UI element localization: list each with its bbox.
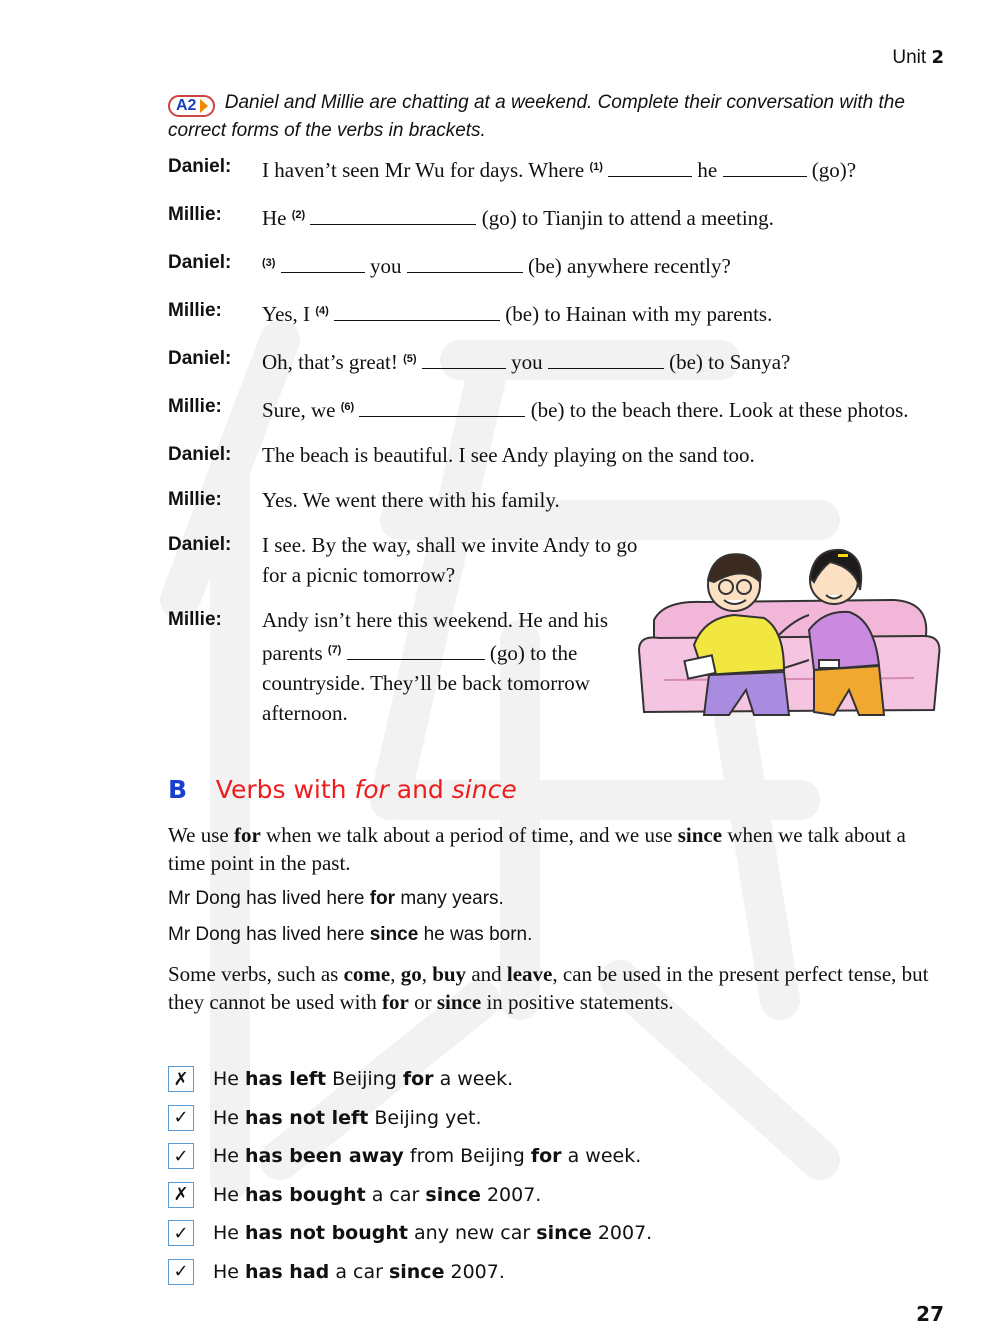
example-text [213,1184,541,1206]
blank-number: (6) [340,401,355,413]
answer-blank-7[interactable] [347,641,485,660]
keyword-since: since [369,924,419,945]
speech [262,296,772,329]
title-since: since [451,775,517,804]
unit-label: Unit [892,47,927,68]
play-arrow-icon [200,99,208,113]
blank-number: (5) [403,353,417,365]
text: He [213,1183,239,1206]
blank-number: (4) [315,305,329,317]
text: 2007. [486,1183,542,1206]
keyword-go: go [400,962,422,986]
blank-number: (2) [291,209,306,221]
text: Mr Dong has lived here [168,924,365,945]
example-text [213,1261,505,1283]
explanation-paragraph-2 [168,960,948,1016]
speech [262,605,622,728]
text: 2007. [597,1222,653,1245]
exercise-badge [168,95,215,117]
cross-mark-icon: ✗ [168,1182,194,1208]
check-mark-icon: ✓ [168,1220,194,1246]
speaker: Daniel: [168,534,232,555]
blank-number: (7) [327,644,342,656]
badge-label: A2 [176,97,197,114]
text: from Beijing [409,1145,525,1168]
text: 2007. [450,1260,505,1283]
section-letter: B [168,775,188,804]
text: and [471,962,502,986]
text: he was born. [423,924,533,945]
speaker: Daniel: [168,156,232,177]
speech-text: Oh, that’s great! [262,350,398,374]
speech [262,200,774,233]
check-mark-icon: ✓ [168,1143,194,1169]
text: He [213,1145,239,1168]
keyword-for: for [382,990,409,1014]
title-text: and [396,775,444,804]
title-for: for [354,775,389,804]
answer-blank-5a[interactable] [422,350,506,369]
blank-number: (1) [589,161,603,173]
keyword: since [536,1222,592,1245]
sofa [639,600,939,712]
text: He [213,1260,239,1283]
text: Some verbs, such as [168,962,339,986]
check-mark-icon: ✓ [168,1259,194,1285]
keyword-buy: buy [432,962,467,986]
section-b-heading [168,775,517,804]
speech-text: I haven’t seen Mr Wu for days. Where [262,158,585,182]
instructions-text: Daniel and Millie are chatting at a weekend. Complete their conversation with the correct forms of the verbs in brackets. [168,92,905,141]
speech-text: (go) to Tianjin to attend a meeting. [481,206,774,230]
answer-blank-1b[interactable] [723,158,807,177]
text: , can be used in the present perfect tense, but they cannot be used with [168,962,929,1014]
dialogue-line [168,200,958,233]
speech-text: Sure, we [262,398,336,422]
text: a car [335,1260,383,1283]
unit-number: 2 [931,47,944,68]
text: a week. [567,1145,642,1168]
blank-number: (3) [262,257,276,269]
example-sentence-for [168,885,948,913]
keyword-for: for [233,823,261,847]
explanation-paragraph-1 [168,821,948,877]
speech [262,152,856,185]
speaker: Daniel: [168,348,232,369]
keyword: for [402,1068,434,1091]
dialogue-line [168,485,958,515]
speech-text: you [511,350,543,374]
speech-text: Andy isn’t here this weekend. He and his parents [262,608,609,665]
speech-text: you [369,254,402,278]
text: , [421,962,427,986]
text: Beijing [332,1068,397,1091]
speech [262,392,909,425]
text: a car [371,1183,420,1206]
speech-text: (be) to Sanya? [669,350,791,374]
example-row [168,1253,652,1292]
speech-text: (go) to the countryside. They’ll be back tomorrow afternoon. [262,641,590,725]
example-text [213,1145,641,1167]
dialogue-line [168,248,958,281]
example-text [213,1068,513,1090]
speech [262,344,790,377]
example-row [168,1099,652,1138]
verb-phrase: has bought [245,1183,366,1206]
example-text [213,1222,652,1244]
speaker: Millie: [168,396,222,417]
text: any new car [414,1222,531,1245]
dialogue-line [168,392,958,425]
keyword-since: since [677,823,723,847]
keyword: for [530,1145,562,1168]
text: or [414,990,432,1014]
dialogue-line [168,344,958,377]
example-row [168,1176,652,1215]
answer-blank-4[interactable] [334,302,500,321]
dialogue-line [168,296,958,329]
speaker: Millie: [168,204,222,225]
answer-blank-2[interactable] [310,206,476,225]
text: Mr Dong has lived here [168,888,365,909]
example-sentence-since [168,921,948,949]
speaker: Millie: [168,609,222,630]
speech-text: Yes. We went there with his family. [262,488,560,512]
text: when we talk about a period of time, and we use [266,823,673,847]
text: Beijing yet. [374,1106,482,1129]
speech-text: (be) to Hainan with my parents. [505,302,773,326]
verb-phrase: has had [245,1260,330,1283]
answer-blank-5b[interactable] [548,350,664,369]
speech [262,530,652,590]
title-text: Verbs with [215,775,347,804]
answer-blank-3a[interactable] [281,254,365,273]
text: , [390,962,396,986]
keyword: since [425,1183,481,1206]
verb-phrase: has not bought [245,1222,408,1245]
section-title [216,775,517,804]
text: many years. [400,888,504,909]
answer-blank-3b[interactable] [407,254,523,273]
example-row [168,1137,652,1176]
text: when we talk about a time point in the past. [168,823,906,875]
page-number: 27 [916,1302,944,1326]
verb-phrase: has left [245,1068,327,1091]
keyword-leave: leave [506,962,553,986]
speech [262,485,560,515]
example-list [168,1060,652,1291]
text: a week. [439,1068,514,1091]
keyword-since: since [436,990,482,1014]
verb-phrase: has been away [245,1145,404,1168]
sofa-conversation-illustration [634,540,944,720]
cross-mark-icon: ✗ [168,1066,194,1092]
unit-header [892,47,944,69]
keyword-come: come [343,962,391,986]
speech-text: I see. By the way, shall we invite Andy to go for a picnic tomorrow? [262,533,638,587]
text: We use [168,823,229,847]
text: He [213,1106,239,1129]
speaker: Millie: [168,300,222,321]
text: He [213,1068,239,1091]
verb-phrase: has not left [245,1106,369,1129]
text: He [213,1222,239,1245]
speech-text: Yes, I [262,302,311,326]
check-mark-icon: ✓ [168,1105,194,1131]
keyword-for: for [369,888,396,909]
speaker: Daniel: [168,252,232,273]
speaker: Millie: [168,489,222,510]
speech-text: (go)? [811,158,857,182]
dialogue-line [168,440,958,470]
speech-text: The beach is beautiful. I see Andy playing on the sand too. [262,443,755,467]
keyword: since [388,1260,445,1283]
answer-blank-6[interactable] [359,398,525,417]
speech [262,248,731,281]
speaker: Daniel: [168,444,232,465]
speech-text: (be) anywhere recently? [527,254,731,278]
speech [262,440,755,470]
speech-text: He [262,206,287,230]
text: in positive statements. [486,990,674,1014]
example-text [213,1107,482,1129]
speech-text: (be) to the beach there. Look at these photos. [530,398,909,422]
exercise-instructions [168,89,928,145]
answer-blank-1a[interactable] [608,158,692,177]
speech-text: he [697,158,718,182]
example-row [168,1060,652,1099]
example-row [168,1214,652,1253]
dialogue-line [168,152,958,185]
